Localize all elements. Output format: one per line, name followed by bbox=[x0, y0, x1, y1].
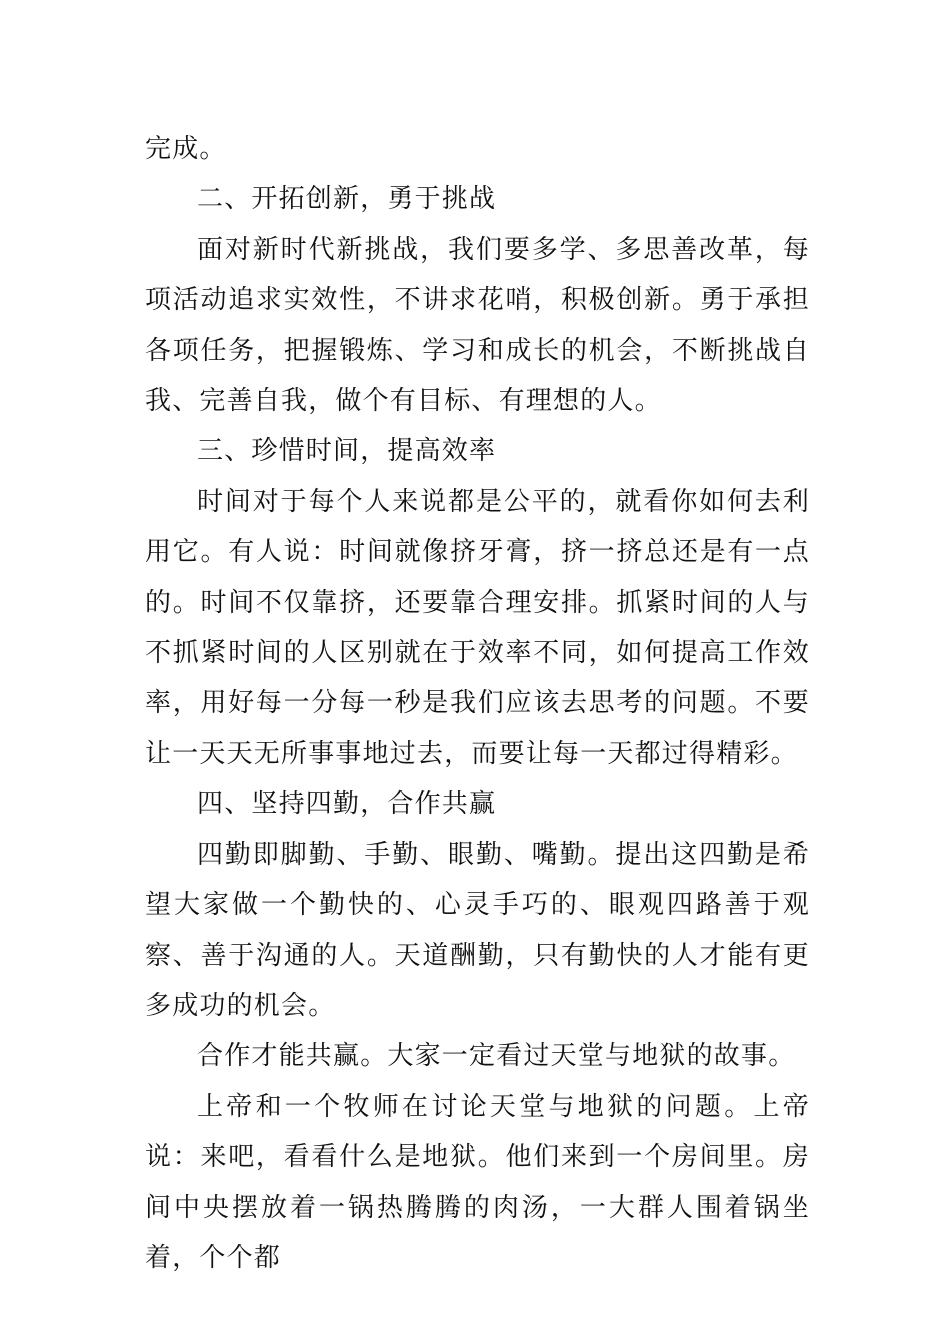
document-body bbox=[145, 124, 810, 1283]
section-heading-3: 三、珍惜时间，提高效率 bbox=[197, 436, 497, 467]
paragraph-continuation: 完成。 bbox=[145, 134, 227, 164]
paragraph-innovation: 面对新时代新挑战，我们要多学、多思善改革，每项活动追求实效性，不讲求花哨，积极创新。勇于承担各项任务，把握锻炼、学习和成长的机会，不断挑战自我、完善自我，做个有目标、有理想的人。 bbox=[145, 234, 810, 417]
paragraph-time: 时间对于每个人来说都是公平的，就看你如何去利用它。有人说：时间就像挤牙膏，挤一挤总还是有一点的。时间不仅靠挤，还要靠合理安排。抓紧时间的人与不抓紧时间的人区别就在于效率不同，如何提高工作效率，用好每一分每一秒是我们应该去思考的问题。不要让一天天无所事事地过去，而要让每一天都过得精彩。 bbox=[145, 486, 810, 769]
paragraph-cooperation: 合作才能共赢。大家一定看过天堂与地狱的故事。 bbox=[197, 1041, 796, 1072]
section-heading-2: 二、开拓创新，勇于挑战 bbox=[197, 184, 497, 215]
paragraph-story: 上帝和一个牧师在讨论天堂与地狱的问题。上帝说：来吧，看看什么是地狱。他们来到一个房间里。房间中央摆放着一锅热腾腾的肉汤，一大群人围着锅坐着，个个都 bbox=[145, 1091, 810, 1273]
section-heading-4: 四、坚持四勤，合作共赢 bbox=[197, 789, 497, 820]
paragraph-four-diligences: 四勤即脚勤、手勤、眼勤、嘴勤。提出这四勤是希望大家做一个勤快的、心灵手巧的、眼观四路善于观察、善于沟通的人。天道酬勤，只有勤快的人才能有更多成功的机会。 bbox=[145, 839, 810, 1021]
